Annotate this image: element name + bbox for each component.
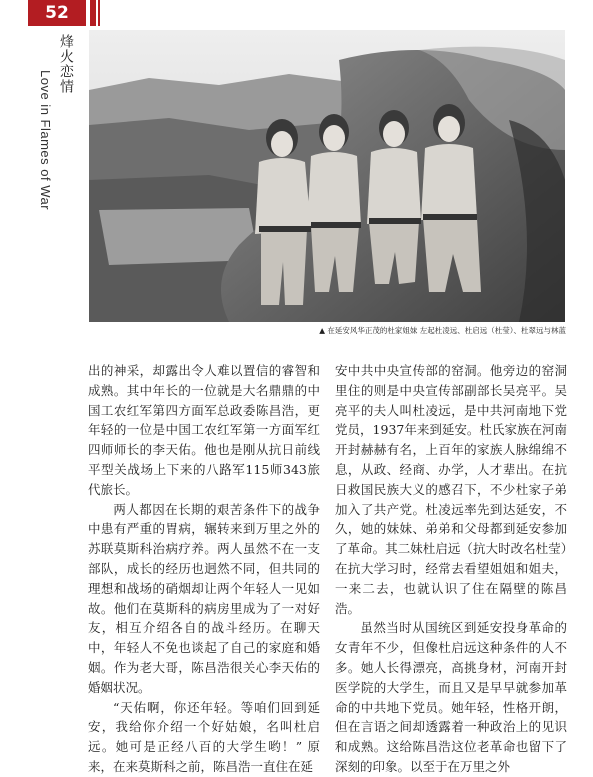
paragraph bbox=[88, 361, 320, 500]
section-header bbox=[38, 34, 78, 334]
section-title-en: Love in Flames of War bbox=[38, 70, 53, 211]
paragraph bbox=[335, 618, 567, 776]
paragraph-text: 虽然当时从国统区到延安投身革命的女青年不少，但像杜启远这种条件的人不多。她人长得漂亮，高挑身材，河南开封医学院的大学生，而且又是早早就参加革命的中共地下党员。她年轻，性格开朗，但在言语之间却透露着一种政治上的见识和成熟。这给陈昌浩这位老革命也留下了深刻的印象。以至于在万里之外 bbox=[335, 620, 567, 774]
historical-photo bbox=[89, 30, 565, 322]
paragraph bbox=[88, 698, 320, 777]
paragraph-text: “天佑啊，你还年轻。等咱们回到延安，我给你介绍一个好姑娘，名叫杜启远。她可是正经八百的大学生哟！” 原来，在来莫斯科之前，陈昌浩一直住在延 bbox=[88, 699, 320, 774]
paragraph-text: 出的神采，却露出令人难以置信的睿智和成熟。其中年长的一位就是大名鼎鼎的中国工农红军第四方面军总政委陈昌浩，更年轻的一位是中国工农红军第一方面军红四师师长的李天佑。他也是刚从抗日前线平型关战场上下来的八路军115师343旅代旅长。 bbox=[88, 363, 320, 497]
photo-illustration bbox=[89, 30, 565, 322]
section-title-cn: 烽火恋情 bbox=[58, 34, 74, 94]
paragraph bbox=[335, 361, 567, 618]
text-column-right bbox=[335, 361, 567, 777]
decorative-bar-thin bbox=[98, 0, 100, 26]
page-number: 52 bbox=[45, 3, 69, 23]
page-number-badge bbox=[28, 0, 86, 26]
paragraph bbox=[88, 500, 320, 698]
paragraph-text: 安中共中央宣传部的窑洞。他旁边的窑洞里住的则是中央宣传部副部长吴亮平。吴亮平的夫人叫杜凌远，是中共河南地下党党员，1937年来到延安。杜氏家族在河南开封赫赫有名，上百年的家族人脉绵绵不息，从政、经商、办学，人才辈出。在抗日救国民族大义的感召下，不少杜家子弟加入了共产党。杜凌远率先到达延安，不久，她的妹妹、弟弟和父母都到延安参加了革命。其二妹杜启远（抗大时改名杜莹）在抗大学习时，经常去看望姐姐和姐夫，一来二去，也就认识了住在隔壁的陈昌浩。 bbox=[335, 363, 567, 616]
photo-caption: ▲ 在延安风华正茂的杜家姐妹 左起杜凌远、杜启远（杜莹）、杜翠远与林蓝 bbox=[319, 326, 566, 335]
decorative-bar bbox=[90, 0, 96, 26]
paragraph-text: 两人都因在长期的艰苦条件下的战争中患有严重的胃病，辗转来到万里之外的苏联莫斯科治病疗养。两人虽然不在一支部队，成长的经历也迥然不同，但共同的理想和战场的硝烟却让两个年轻人一见如故。他们在莫斯科的病房里成为了一对好友，相互介绍各自的战斗经历。在聊天中，年轻人不免也谈起了自己的家庭和婚姻。作为老大哥，陈昌浩很关心李天佑的婚姻状况。 bbox=[88, 501, 320, 695]
text-column-left bbox=[88, 361, 320, 777]
